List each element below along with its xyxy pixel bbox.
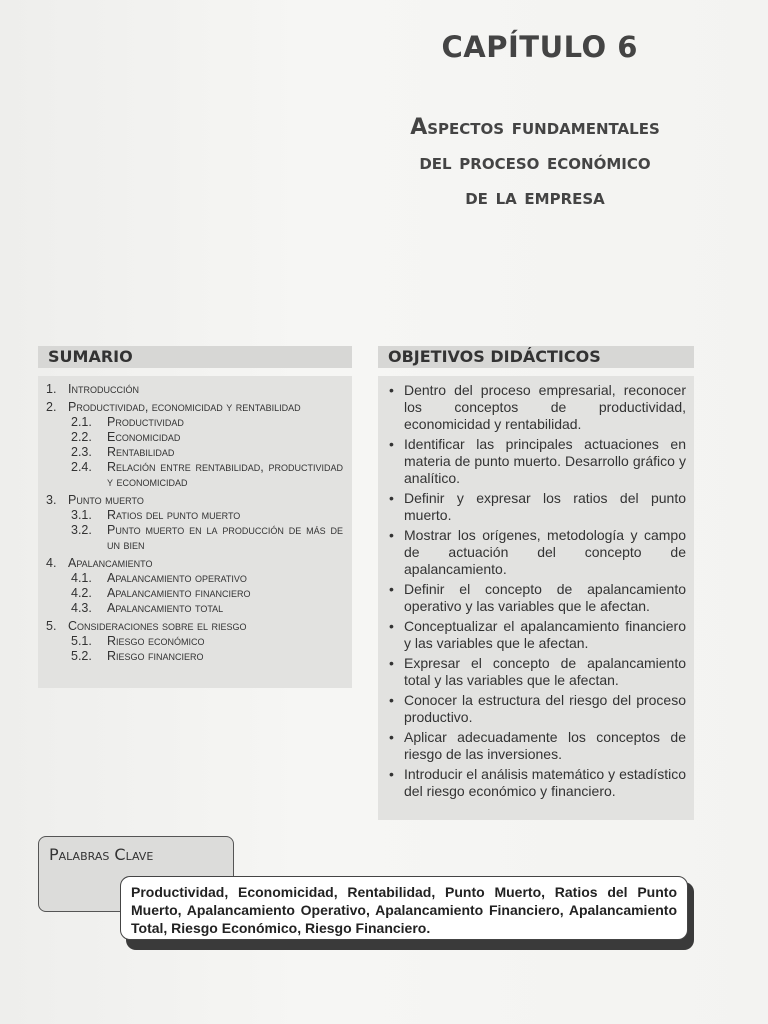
sumario-item-text: Economicidad bbox=[107, 430, 181, 444]
sumario-item bbox=[46, 382, 346, 397]
sumario-item-number: 5.2. bbox=[71, 649, 92, 663]
sumario-item-number: 2.1. bbox=[71, 415, 92, 429]
sumario-item-text: Relación entre rentabilidad, productividad y economicidad bbox=[107, 460, 343, 489]
objetivo-text: Introducir el análisis matemático y estadístico del riesgo económico y financiero. bbox=[404, 766, 686, 799]
objetivo-item bbox=[386, 655, 686, 689]
chapter-title bbox=[370, 110, 700, 215]
sumario-item-number: 5.1. bbox=[71, 634, 92, 648]
sumario-item-text: Ratios del punto muerto bbox=[107, 508, 241, 522]
palabras-clave-label: Palabras Clave bbox=[49, 845, 154, 864]
bullet-icon: • bbox=[389, 655, 394, 671]
objetivo-item bbox=[386, 766, 686, 800]
sumario-heading: SUMARIO bbox=[38, 346, 352, 368]
objetivo-text: Conocer la estructura del riesgo del proceso productivo. bbox=[404, 692, 686, 725]
sumario-item bbox=[46, 556, 346, 571]
sumario-item-text: Punto muerto en la producción de más de un bien bbox=[107, 523, 343, 552]
objetivos-heading: OBJETIVOS DIDÁCTICOS bbox=[378, 346, 694, 368]
sumario-item bbox=[46, 415, 346, 430]
objetivo-text: Dentro del proceso empresarial, reconocer los conceptos de productividad, economicidad y rentabilidad. bbox=[404, 382, 686, 432]
sumario-item bbox=[46, 400, 346, 415]
sumario-item bbox=[46, 508, 346, 523]
objetivo-item bbox=[386, 436, 686, 487]
sumario-item-number: 2.2. bbox=[71, 430, 92, 444]
sumario-item-text: Productividad bbox=[107, 415, 184, 429]
objetivo-text: Definir y expresar los ratios del punto muerto. bbox=[404, 490, 686, 523]
sumario-item bbox=[46, 493, 346, 508]
sumario-item bbox=[46, 601, 346, 616]
objetivos-list bbox=[386, 382, 686, 803]
sumario-item-number: 4. bbox=[46, 556, 57, 570]
sumario-item bbox=[46, 430, 346, 445]
objetivo-item bbox=[386, 490, 686, 524]
chapter-number: CAPÍTULO 6 bbox=[441, 30, 638, 64]
sumario-item-number: 5. bbox=[46, 619, 57, 633]
chapter-title-line: Aspectos fundamentales bbox=[410, 115, 660, 140]
sumario-item-text: Apalancamiento total bbox=[107, 601, 224, 615]
sumario-item bbox=[46, 523, 346, 553]
sumario-item bbox=[46, 649, 346, 664]
objetivo-text: Aplicar adecuadamente los conceptos de riesgo de las inversiones. bbox=[404, 729, 686, 762]
objetivo-text: Definir el concepto de apalancamiento operativo y las variables que le afectan. bbox=[404, 581, 686, 614]
objetivo-text: Identificar las principales actuaciones en materia de punto muerto. Desarrollo gráfico y analítico. bbox=[404, 436, 686, 486]
sumario-item-number: 2. bbox=[46, 400, 57, 414]
keywords-text: Productividad, Economicidad, Rentabilidad, Punto Muerto, Ratios del Punto Muerto, Apalancamiento Operativo, Apalancamiento Financiero, Apalancamiento Total, Riesgo Económico, Riesgo Financiero. bbox=[131, 884, 677, 936]
sumario-item-text: Riesgo económico bbox=[107, 634, 205, 648]
sumario-item-text: Riesgo financiero bbox=[107, 649, 204, 663]
objetivo-item bbox=[386, 382, 686, 433]
keywords-box bbox=[120, 876, 688, 940]
objetivo-item bbox=[386, 618, 686, 652]
sumario-item-number: 2.3. bbox=[71, 445, 92, 459]
sumario-item-number: 4.3. bbox=[71, 601, 92, 615]
objetivos-box bbox=[378, 376, 694, 820]
bullet-icon: • bbox=[389, 382, 394, 398]
sumario-item-number: 4.1. bbox=[71, 571, 92, 585]
sumario-item-text: Apalancamiento financiero bbox=[107, 586, 251, 600]
sumario-item-number: 3.1. bbox=[71, 508, 92, 522]
objetivo-text: Conceptualizar el apalancamiento financiero y las variables que le afectan. bbox=[404, 618, 686, 651]
bullet-icon: • bbox=[389, 692, 394, 708]
sumario-item-text: Punto muerto bbox=[68, 493, 144, 507]
sumario-item-text: Apalancamiento bbox=[68, 556, 153, 570]
sumario-item bbox=[46, 619, 346, 634]
bullet-icon: • bbox=[389, 766, 394, 782]
bullet-icon: • bbox=[389, 490, 394, 506]
objetivo-item bbox=[386, 692, 686, 726]
sumario-item bbox=[46, 571, 346, 586]
sumario-item bbox=[46, 460, 346, 490]
sumario-item-number: 4.2. bbox=[71, 586, 92, 600]
sumario-item-number: 3.2. bbox=[71, 523, 92, 537]
bullet-icon: • bbox=[389, 527, 394, 543]
objetivo-item bbox=[386, 527, 686, 578]
sumario-item-number: 3. bbox=[46, 493, 57, 507]
chapter-title-line: del proceso económico bbox=[419, 150, 651, 175]
objetivo-item bbox=[386, 729, 686, 763]
sumario-box bbox=[38, 376, 352, 688]
objetivo-text: Expresar el concepto de apalancamiento total y las variables que le afectan. bbox=[404, 655, 686, 688]
sumario-item bbox=[46, 634, 346, 649]
chapter-title-line: de la empresa bbox=[465, 185, 605, 210]
sumario-item-text: Introducción bbox=[68, 382, 139, 396]
sumario-item-text: Productividad, economicidad y rentabilidad bbox=[68, 400, 301, 414]
bullet-icon: • bbox=[389, 729, 394, 745]
bullet-icon: • bbox=[389, 618, 394, 634]
bullet-icon: • bbox=[389, 436, 394, 452]
objetivo-item bbox=[386, 581, 686, 615]
sumario-item bbox=[46, 586, 346, 601]
sumario-item-number: 1. bbox=[46, 382, 57, 396]
sumario-list bbox=[46, 382, 346, 664]
sumario-item bbox=[46, 445, 346, 460]
bullet-icon: • bbox=[389, 581, 394, 597]
sumario-item-text: Consideraciones sobre el riesgo bbox=[68, 619, 247, 633]
sumario-item-text: Rentabilidad bbox=[107, 445, 175, 459]
sumario-item-number: 2.4. bbox=[71, 460, 92, 474]
objetivo-text: Mostrar los orígenes, metodología y campo de actuación del concepto de apalancamiento. bbox=[404, 527, 686, 577]
sumario-item-text: Apalancamiento operativo bbox=[107, 571, 247, 585]
